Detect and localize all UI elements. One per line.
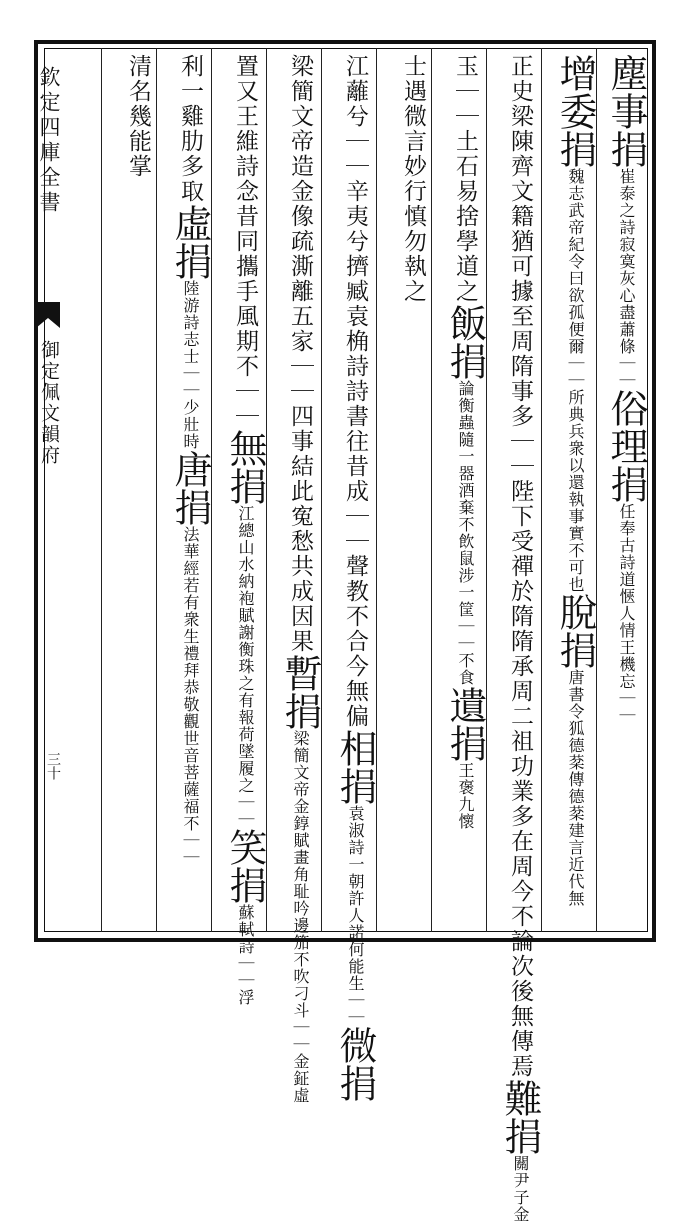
citation: 蘇軾詩｜｜浮: [236, 904, 255, 1006]
body-text: 利一雞肋多取: [177, 54, 203, 204]
headword: 塵事捐: [604, 54, 648, 168]
text-column: [215, 54, 267, 1006]
headword: 增委捐: [553, 54, 597, 168]
body-text: 清名幾能掌: [125, 54, 151, 179]
text-column: [160, 54, 210, 926]
citation: 袁淑詩一朝許人諾何能生｜｜: [346, 805, 365, 1026]
citation: 關尹子金: [511, 1155, 530, 1223]
text-column: [545, 54, 595, 926]
citation: 江總山水納袍賦謝衡珠之有報荷墜履之｜｜: [236, 505, 255, 828]
column-rule: [541, 48, 542, 932]
headword: 俗理捐: [604, 389, 648, 503]
headword: 遺捐: [443, 686, 487, 762]
citation: 魏志武帝紀令曰欲孤便爾｜｜所典兵衆以還執事實不可也: [566, 168, 585, 593]
column-rule: [321, 48, 322, 932]
text-column: [380, 54, 430, 926]
body-text: 士遇微言妙行慎勿執之: [400, 54, 426, 304]
fish-tail-ornament-icon: [34, 300, 62, 330]
body-text: 江蘺兮｜｜辛夷兮擠臧袁桷詩詩書往昔成｜｜聲教不合今無偏: [342, 54, 368, 729]
headword: 無捐: [223, 429, 267, 505]
headword: 難捐: [498, 1079, 542, 1155]
book-series-title: 欽定四庫全書: [37, 66, 61, 216]
column-rule: [596, 48, 597, 932]
text-column: [435, 54, 485, 926]
page-number: 三十: [45, 752, 61, 780]
text-column: [600, 54, 646, 926]
headword: 虛捐: [168, 204, 212, 280]
citation: 陸游詩志士｜｜少壯時: [181, 280, 200, 450]
body-text: 玉｜｜土石易捨學道之: [452, 54, 478, 304]
body-text: 正史梁陳齊文籍猶可據至周隋事多｜｜陛下受禪於隋隋承周二祖功業多在周今不論次後無傳焉: [507, 54, 533, 1079]
text-column: [490, 54, 542, 1223]
headword: 飯捐: [443, 304, 487, 380]
column-rule: [486, 48, 487, 932]
book-title: 御定佩文韻府: [38, 340, 60, 466]
text-column: [270, 54, 322, 1104]
citation: 唐書令狐德棻傳德棻建言近代無: [566, 669, 585, 907]
text-column: [325, 54, 377, 1102]
column-rule: [431, 48, 432, 932]
citation: 崔泰之詩寂寞灰心盡蕭條｜｜: [617, 168, 636, 389]
citation: 任奉古詩道愜人情王機忘｜｜: [617, 503, 636, 724]
citation: 王褒九懷: [456, 762, 475, 830]
citation: 梁簡文帝金錞賦畫角耻吟邊笳不吹刁斗｜｜金鉦虛: [291, 730, 310, 1104]
headword: 相捐: [333, 729, 377, 805]
headword: 唐捐: [168, 450, 212, 526]
body-text: 梁簡文帝造金像疏澌離五家｜｜四事結此寃愁共成因果: [287, 54, 313, 654]
body-text: 置又王維詩念昔同攜手風期不｜｜: [232, 54, 258, 429]
column-rule: [101, 48, 102, 932]
headword: 暫捐: [278, 654, 322, 730]
text-column: [105, 54, 155, 926]
citation: 論衡蟲隨一器酒棄不飲鼠涉一筐｜｜不食: [456, 380, 475, 686]
headword: 脫捐: [553, 593, 597, 669]
headword: 笑捐: [223, 828, 267, 904]
citation: 法華經若有衆生禮拜恭敬觀世音菩薩福不｜｜: [181, 526, 200, 866]
column-rule: [156, 48, 157, 932]
headword: 微捐: [333, 1026, 377, 1102]
